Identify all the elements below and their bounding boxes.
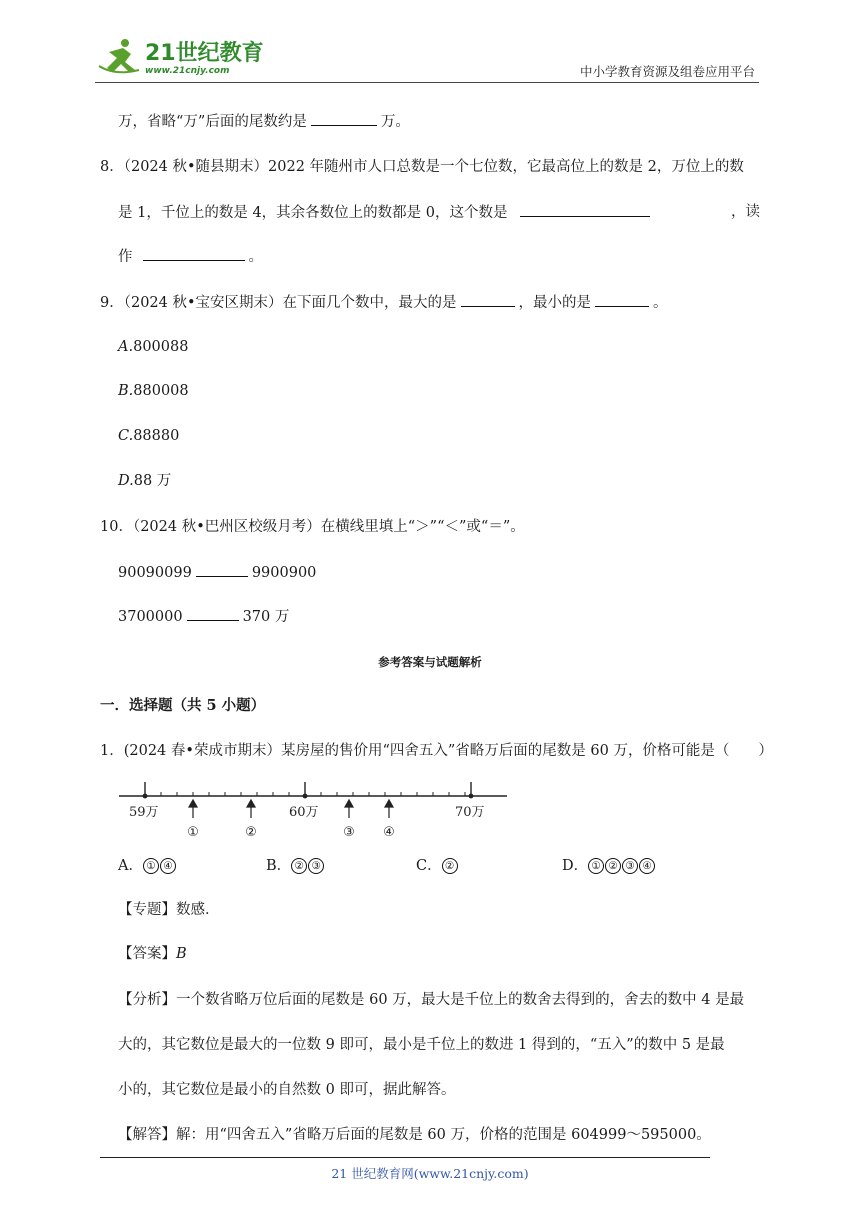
compare-right: 370 万 [242, 609, 290, 625]
label-70: 70万 [455, 805, 485, 820]
footer-divider [100, 1157, 710, 1158]
answer-label: 【答案】 [118, 946, 176, 962]
arrow-up-icon [385, 800, 393, 807]
q8-end: 。 [248, 249, 263, 265]
choice-c[interactable] [416, 856, 459, 876]
q7-tail [118, 111, 410, 132]
circled-number: ③ [622, 858, 638, 874]
answer-value: B [176, 946, 187, 962]
compare-right: 9900900 [251, 565, 317, 581]
point-59 [143, 794, 148, 799]
arrow-up-icon [189, 800, 197, 807]
marker-1: ① [187, 825, 199, 840]
answer-blank[interactable] [311, 111, 377, 126]
q10-stem: 10．（2024 秋•巴州区校级月考）在横线里填上“＞”“＜”或“＝”。 [100, 519, 525, 535]
answer-blank[interactable] [187, 606, 239, 621]
label-60: 60万 [289, 805, 319, 820]
choice-letter: C． [416, 858, 442, 874]
option-letter: D. [118, 473, 134, 489]
a1-stem: 1．(2024 春•荣成市期末）某房屋的售价用“四舍五入”省略万后面的尾数是 60 万，价格可能是（ ） [100, 743, 773, 759]
answer-blank[interactable] [520, 202, 650, 217]
a1-answer [118, 944, 187, 964]
q9-text: 9．（2024 秋•宝安区期末）在下面几个数中，最大的是 [100, 295, 457, 311]
a1-analysis-3: 小的，其它数位是最小的自然数 0 即可，据此解答。 [118, 1082, 456, 1098]
q7-text: 万，省略“万”后面的尾数约是 [118, 114, 307, 130]
q9-option-c [118, 426, 179, 446]
answer-blank[interactable] [196, 562, 248, 577]
a1-solution [118, 1125, 711, 1145]
q9-option-a [118, 337, 188, 357]
circled-number: ③ [308, 858, 324, 874]
marker-4: ④ [383, 825, 395, 840]
q9-stem [100, 292, 668, 313]
answers-title: 参考答案与试题解析 [378, 655, 482, 669]
q8-line2 [118, 202, 760, 223]
circled-number: ② [605, 858, 621, 874]
circled-number: ① [588, 858, 604, 874]
option-letter: A. [118, 339, 134, 355]
topic-label: 【专题】 [118, 902, 176, 918]
compare-left: 3700000 [118, 609, 183, 625]
q8-read-text: 作 [118, 249, 133, 265]
choice-letter: A． [118, 858, 143, 874]
circled-number: ② [442, 858, 458, 874]
option-text: 880008 [133, 383, 189, 399]
choice-a[interactable] [118, 856, 177, 876]
choice-d[interactable] [562, 856, 656, 876]
header-platform-text: 中小学教育资源及组卷应用平台 [579, 64, 755, 79]
q10-row-1 [118, 562, 316, 583]
q10-row-2 [118, 606, 289, 627]
q8-line3 [118, 246, 263, 267]
a1-analysis-1 [118, 990, 744, 1010]
q9-option-d [118, 471, 171, 491]
option-text: 88 万 [133, 473, 172, 489]
compare-left: 90090099 [118, 565, 192, 581]
q7-unit: 万。 [380, 114, 410, 130]
label-59: 59万 [129, 805, 159, 820]
analysis-text: 一个数省略万位后面的尾数是 60 万，最大是千位上的数舍去得到的，舍去的数中 4 是最 [176, 992, 745, 1008]
number-line-figure [115, 772, 515, 842]
site-logo [95, 36, 265, 78]
header-divider [95, 82, 759, 83]
answer-blank[interactable] [143, 246, 245, 261]
option-text: 800088 [133, 339, 189, 355]
solution-text: 解：用“四舍五入”省略万后面的尾数是 60 万，价格的范围是 604999～595000。 [176, 1127, 711, 1143]
a1-choices [118, 856, 718, 878]
runner-logo-icon [99, 39, 139, 72]
option-letter: B. [118, 383, 134, 399]
q9-end: 。 [653, 295, 668, 311]
answer-blank[interactable] [461, 292, 515, 307]
option-text: 88880 [133, 428, 180, 444]
choice-letter: B． [266, 858, 292, 874]
arrow-up-icon [345, 800, 353, 807]
arrow-up-icon [247, 800, 255, 807]
circled-number: ① [143, 858, 159, 874]
topic-text: 数感． [176, 902, 220, 918]
q9-option-b [118, 381, 189, 401]
q8-read-label: ，读 [731, 204, 760, 220]
point-60 [303, 794, 308, 799]
a1-topic [118, 900, 220, 920]
marker-2: ② [245, 825, 257, 840]
answer-blank[interactable] [595, 292, 649, 307]
logo-text: 21世纪教育 [145, 41, 264, 66]
circled-number: ② [291, 858, 307, 874]
section-1-title: 一．选择题（共 5 小题） [100, 697, 266, 714]
circled-number: ④ [639, 858, 655, 874]
marker-3: ③ [343, 825, 355, 840]
circled-number: ④ [160, 858, 176, 874]
q9-text-mid: ，最小的是 [518, 295, 592, 311]
point-70 [469, 794, 474, 799]
choice-letter: D． [562, 858, 589, 874]
choice-b[interactable] [266, 856, 325, 876]
q8-text: 是 1，千位上的数是 4，其余各数位上的数都是 0，这个数是 [118, 205, 508, 221]
footer-site-link[interactable]: 21 世纪教育网(www.21cnjy.com) [331, 1166, 529, 1181]
major-ticks [145, 782, 471, 796]
analysis-label: 【分析】 [118, 992, 176, 1008]
a1-analysis-2: 大的，其它数位是最大的一位数 9 即可，最小是千位上的数进 1 得到的，“五入”的数中 5 是最 [118, 1037, 725, 1053]
option-letter: C. [118, 428, 134, 444]
solution-label: 【解答】 [118, 1127, 176, 1143]
logo-url: www.21cnjy.com [145, 66, 230, 76]
q8-line1: 8．（2024 秋•随县期末）2022 年随州市人口总数是一个七位数，它最高位上的数是 2，万位上的数 [100, 159, 744, 175]
